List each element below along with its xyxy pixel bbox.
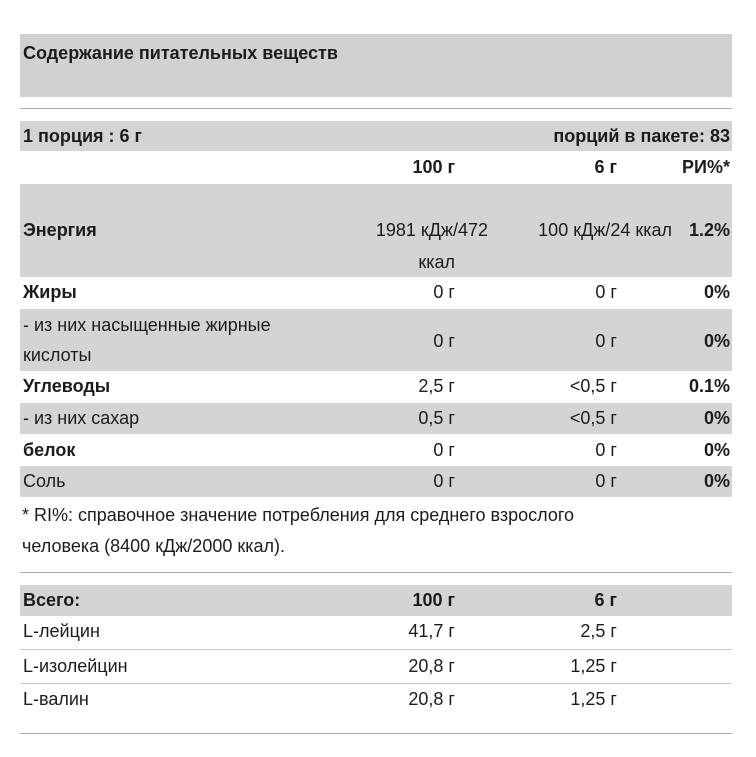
column-header-row [20,152,732,182]
table-row-saturated-fats [20,309,732,371]
value-ri: 0% [703,331,730,351]
value-ri: 0.1% [688,376,730,396]
value-ri: 0% [703,440,730,460]
total-label: Всего: [23,590,81,610]
row-label: L-изолейцин [23,656,128,676]
divider [20,733,732,734]
nutrition-header [20,34,732,97]
value-100g: 0 г [433,282,455,302]
divider [20,572,732,573]
table-row-valine [20,684,732,715]
table-row-carbohydrates [20,371,732,402]
footnote-line-2: человека (8400 кДж/2000 ккал). [22,536,286,556]
value-6g: <0,5 г [569,376,617,396]
value-100g: 41,7 г [408,621,455,641]
row-label: Энергия [23,220,97,240]
value-6g: 0 г [595,440,617,460]
value-100g: 0,5 г [418,408,455,428]
value-6g: 100 кДж/24 ккал [538,220,672,240]
value-6g: <0,5 г [569,408,617,428]
value-ri: 0% [703,282,730,302]
row-label: - из них сахар [23,408,140,428]
row-label-continued: кислоты [23,345,92,365]
column-6g: 6 г [594,590,617,610]
value-100g: 20,8 г [408,656,455,676]
row-label: L-лейцин [23,621,100,641]
value-100g-unit: ккал [418,252,455,272]
value-ri: 1.2% [688,220,730,240]
value-6g: 1,25 г [570,656,617,676]
serving-row [20,121,732,151]
table-row-sugar [20,403,732,434]
row-label: L-валин [23,689,89,709]
row-label: Жиры [23,282,77,302]
value-100g: 0 г [433,440,455,460]
row-label: Углеводы [23,376,111,396]
value-6g: 0 г [595,471,617,491]
table-row-energy [20,184,732,277]
table-row-fats [20,277,732,308]
divider [20,108,732,109]
value-ri: 0% [703,471,730,491]
value-6g: 0 г [595,282,617,302]
table-row-isoleucine [20,651,732,682]
amino-header-row [20,585,732,616]
value-6g: 0 г [595,331,617,351]
serving-size: 1 порция : 6 г [23,126,143,146]
column-100g: 100 г [412,590,455,610]
value-100g: 2,5 г [418,376,455,396]
column-100g: 100 г [412,157,455,177]
value-100g: 0 г [433,471,455,491]
row-label: - из них насыщенные жирные [23,315,271,335]
page-title: Содержание питательных веществ [23,43,338,63]
value-100g: 20,8 г [408,689,455,709]
row-label: белок [23,440,76,460]
table-row-leucine [20,616,732,647]
column-ri: РИ%* [682,157,730,177]
servings-per-package: порций в пакете: 83 [553,126,730,146]
table-row-salt [20,466,732,497]
value-100g: 0 г [433,331,455,351]
value-6g: 2,5 г [580,621,617,641]
value-ri: 0% [703,408,730,428]
value-100g: 1981 кДж/472 [375,220,488,240]
row-label: Соль [23,471,66,491]
footnote-line-1: * RI%: справочное значение потребления для среднего взрослого [22,505,575,525]
divider [20,649,732,650]
table-row-protein [20,435,732,466]
value-6g: 1,25 г [570,689,617,709]
column-6g: 6 г [594,157,617,177]
